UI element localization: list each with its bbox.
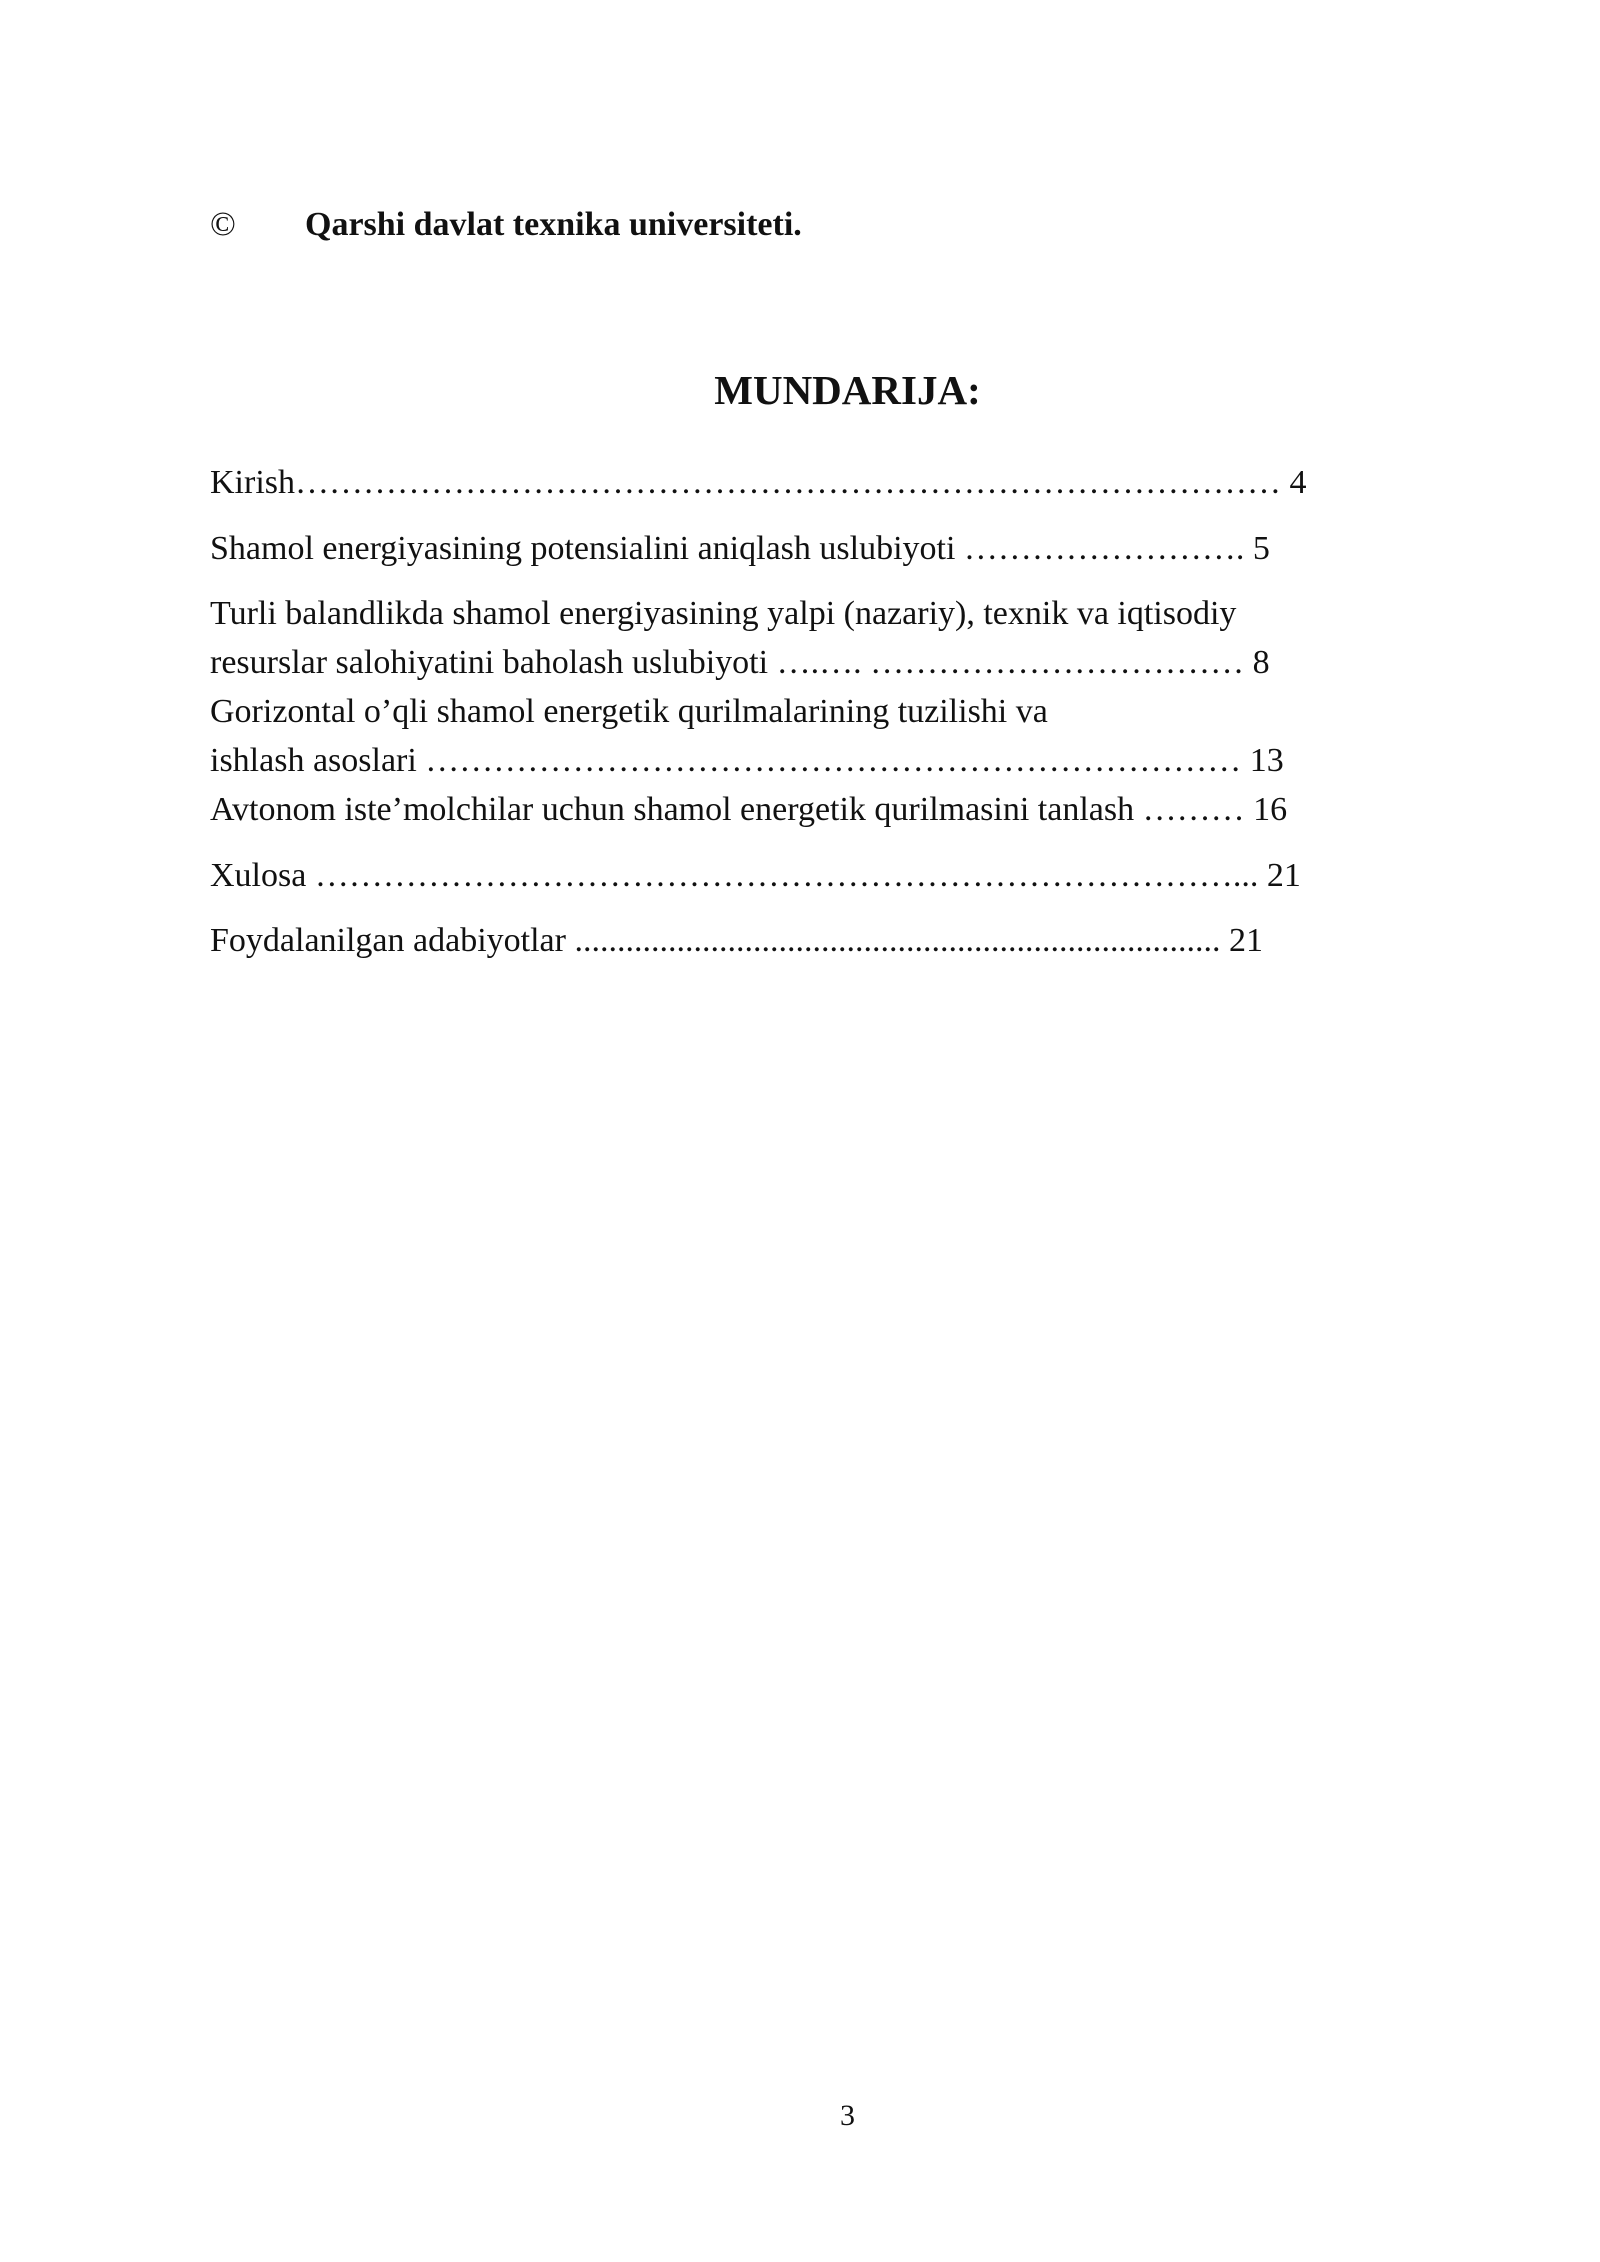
copyright-line — [210, 200, 802, 250]
toc-entry-references: Foydalanilgan adabiyotlar ............................................................................ 21 — [210, 922, 1263, 959]
toc-entry-autonomous-consumers: Avtonom iste’molchilar uchun shamol energetik qurilmasini tanlash ……… 16 — [210, 791, 1288, 828]
toc-entry-kirish: Kirish…………………………………………………………………………… 4 — [210, 464, 1307, 501]
page-number: 3 — [840, 2099, 855, 2132]
toc-entry-xulosa: Xulosa ………………………………………………………………………... 21 — [210, 857, 1301, 894]
toc-entry-horizontal-axis-line-2: ishlash asoslari ……………………………………………………………… 13 — [210, 742, 1284, 779]
toc-title: MUNDARIJA: — [714, 367, 981, 413]
organization-name: Qarshi davlat texnika universiteti. — [305, 206, 802, 243]
toc-entry-horizontal-axis-line-1: Gorizontal o’qli shamol energetik qurilmalarining tuzilishi va — [210, 693, 1048, 730]
toc-entry-resources-line-2: resurslar salohiyatini baholash uslubiyoti ….…. …………………………… 8 — [210, 644, 1270, 681]
toc-entry-resources-line-1: Turli balandlikda shamol energiyasining yalpi (nazariy), texnik va iqtisodiy — [210, 595, 1237, 632]
toc-entry-potential-method: Shamol energiyasining potensialini aniqlash uslubiyoti ……………………. 5 — [210, 530, 1270, 567]
copyright-symbol: © — [210, 206, 236, 243]
